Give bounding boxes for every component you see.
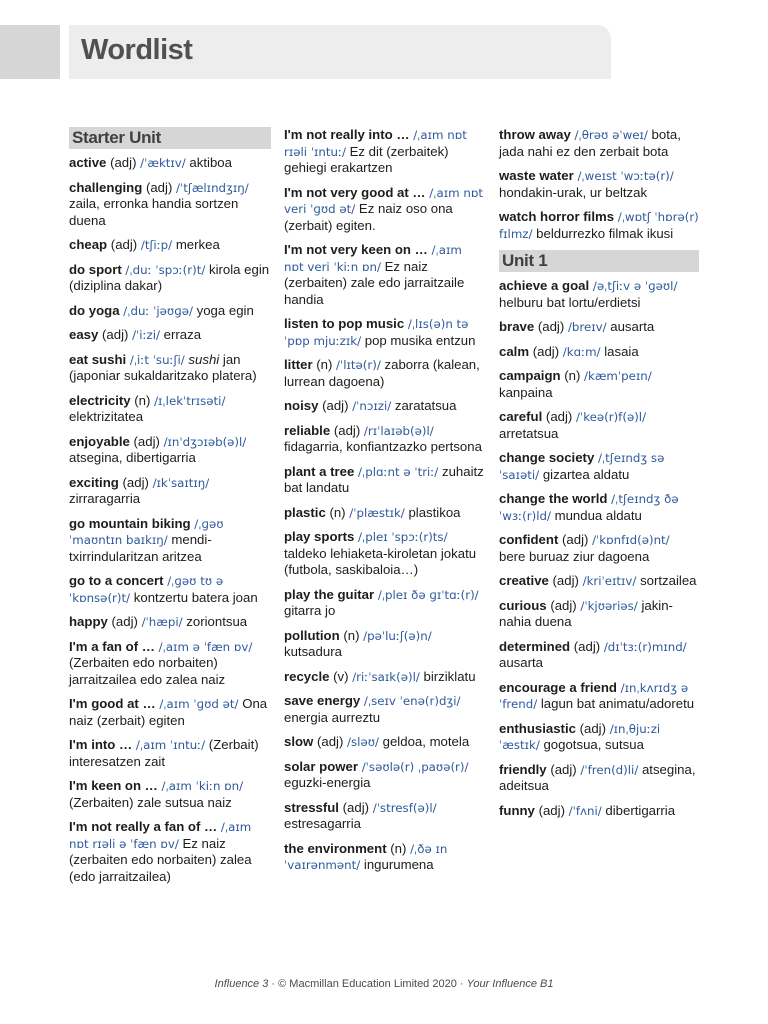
translation: atsegina, dibertigarria (69, 450, 196, 465)
headword: campaign (499, 368, 561, 383)
phonetic-transcription: /rɪˈlaɪəb(ə)l/ (363, 423, 434, 438)
phonetic-transcription: /ˌwɒtʃ ˈhɒrə(r) fɪlmz/ (499, 210, 699, 241)
page-title: Wordlist (81, 34, 193, 66)
part-of-speech: (adj) (532, 343, 560, 359)
wordlist-entry (499, 639, 699, 672)
phonetic-transcription: /ˌaɪm nɒt veri ˈkiːn ɒn/ (284, 243, 462, 274)
headword: throw away (499, 127, 571, 142)
phonetic-transcription: /ˌtʃeɪndʒ ðə ˈwɜː(r)ld/ (499, 492, 679, 523)
headword: go to a concert (69, 573, 164, 588)
headword: easy (69, 327, 99, 342)
wordlist-entry (69, 475, 271, 508)
phonetic-transcription: /ˌseɪv ˈenə(r)dʒi/ (363, 694, 461, 708)
translation: (Zerbaiten edo norbaiten) jarraitzailea edo zalea naiz (69, 655, 226, 687)
wordlist-entry (284, 693, 484, 726)
wordlist-entry (499, 491, 699, 524)
headword: eat sushi (69, 351, 127, 367)
wordlist-entry (69, 352, 271, 385)
translation: taldeko lehiaketa-kiroletan jokatu (futbola, saskibaloia…) (284, 545, 477, 577)
wordlist-entry (69, 303, 271, 320)
headword: calm (499, 343, 530, 359)
translation: jan (japoniar sukaldaritzako platera) (69, 351, 257, 383)
phonetic-transcription: /dɪˈtɜː(r)mɪnd/ (603, 639, 687, 654)
headword: litter (284, 357, 313, 372)
phonetic-transcription: /əˌtʃiːv ə ˈɡəʊl/ (592, 279, 678, 293)
wordlist-entry (69, 327, 271, 344)
translation: mendi-txirrindularitzan aritzea (69, 532, 212, 564)
headword: do yoga (69, 302, 120, 318)
wordlist-entry (284, 464, 484, 497)
part-of-speech: (v) (333, 668, 349, 684)
part-of-speech: (adj) (579, 720, 607, 736)
part-of-speech: (adj) (538, 802, 565, 818)
part-of-speech: (adj) (550, 597, 577, 613)
part-of-speech: (adj) (552, 573, 579, 588)
wordlist-entry (499, 721, 699, 754)
phonetic-transcription: /ˈsəʊlə(r) ˌpaʊə(r)/ (361, 759, 469, 774)
wordlist-entry (499, 209, 699, 242)
phonetic-transcription: /ˈtʃælɪndʒɪŋ/ (176, 180, 249, 195)
part-of-speech: (adj) (122, 474, 149, 490)
wordlist-entry (499, 803, 699, 820)
translation: beldurrezko filmak ikusi (536, 225, 674, 241)
part-of-speech: (adj) (573, 638, 601, 654)
headword: play the guitar (284, 586, 375, 602)
part-of-speech: (adj) (322, 398, 349, 413)
phonetic-transcription: /ˈkɒnfɪd(ə)nt/ (592, 533, 670, 547)
headword: plastic (284, 504, 326, 520)
part-of-speech: (adj) (545, 409, 573, 424)
translation: gogotsua, sutsua (543, 737, 644, 752)
translation: fidagarria, konfiantzazko pertsona (284, 439, 482, 454)
wordlist-entry (499, 319, 699, 336)
wordlist-entry (499, 409, 699, 442)
translation: kanpaina (499, 384, 553, 400)
headword: I'm not really into … (284, 127, 410, 142)
part-of-speech: (adj) (145, 179, 173, 195)
headword: watch horror films (499, 209, 615, 224)
phonetic-transcription: /tʃiːp/ (140, 238, 173, 252)
translation: zuhaitz bat landatu (284, 463, 484, 495)
headword: happy (69, 614, 108, 629)
wordlist-entry (69, 639, 271, 689)
phonetic-transcription: /ˌiːt ˈsuːʃi/ (129, 352, 185, 367)
part-of-speech: (adj) (342, 799, 370, 815)
wordlist-entry (499, 278, 699, 311)
wordlist-entry (284, 505, 484, 522)
wordlist-entry (499, 368, 699, 401)
headword: I'm a fan of … (69, 638, 155, 654)
phonetic-transcription: /ˈstresf(ə)l/ (372, 800, 437, 815)
wordlist-entry (69, 696, 271, 729)
phonetic-transcription: /ˌpleɪ ˈspɔː(r)ts/ (358, 530, 448, 544)
wordlist-entry (69, 573, 271, 606)
translation: energia aurreztu (284, 709, 381, 725)
phonetic-transcription: /ˌplɑːnt ə ˈtriː/ (358, 464, 439, 479)
wordlist-entry (284, 185, 484, 235)
wordlist-entry (284, 800, 484, 833)
headword: I'm keen on … (69, 778, 158, 793)
headword: exciting (69, 474, 119, 490)
headword: stressful (284, 799, 339, 815)
translation: bota, jada nahi ez den zerbait bota (499, 127, 681, 159)
headword: achieve a goal (499, 278, 590, 293)
translation: Ez naiz oso ona (zerbait) egiten. (284, 201, 453, 233)
headword: the environment (284, 840, 387, 856)
headword: I'm not really a fan of … (69, 819, 218, 834)
part-of-speech: (adj) (316, 734, 344, 749)
translation: mundua aldatu (554, 507, 642, 523)
translation: Ez dit (zerbaitek) gehiegi erakartzen (284, 143, 449, 175)
phonetic-transcription: /breɪv/ (567, 320, 607, 334)
translation: sortzailea (640, 573, 697, 588)
headword: pollution (284, 627, 340, 643)
wordlist-column-2 (284, 127, 484, 882)
translation: eguzki-energia (284, 775, 371, 790)
wordlist-entry (69, 516, 271, 566)
headword: funny (499, 802, 535, 818)
translation: kirola egin (diziplina dakar) (69, 261, 270, 293)
part-of-speech: (adj) (333, 422, 361, 438)
phonetic-transcription: /ɪnˈdʒɔɪəb(ə)l/ (163, 434, 247, 449)
part-of-speech: (adj) (102, 327, 129, 342)
unit-heading: Starter Unit (69, 127, 271, 149)
translation: lagun bat animatu/adoretu (540, 696, 695, 711)
phonetic-transcription: /ˈnɔɪzi/ (352, 399, 392, 413)
phonetic-transcription: /ˈhæpi/ (141, 615, 183, 629)
phonetic-transcription: /sləʊ/ (347, 735, 379, 749)
translation: kontzertu batera joan (133, 589, 258, 605)
headword: I'm into … (69, 737, 133, 752)
phonetic-transcription: /ˈfren(d)li/ (580, 762, 639, 777)
phonetic-transcription: /ˈæktɪv/ (140, 156, 186, 170)
translation: lasaia (604, 343, 639, 359)
phonetic-transcription: /ˌaɪm ˈkiːn ɒn/ (161, 779, 244, 793)
phonetic-transcription: /ɪkˈsaɪtɪŋ/ (152, 475, 210, 490)
headword: go mountain biking (69, 515, 191, 531)
phonetic-transcription: /ˌɡəʊ tʊ ə ˈkɒnsə(r)t/ (69, 574, 224, 605)
wordlist-entry (69, 393, 271, 426)
wordlist-entry (284, 759, 484, 792)
phonetic-transcription: /ˌlɪs(ə)n tə ˈpɒp mjuːzɪk/ (284, 317, 469, 348)
translation: pop musika entzun (364, 332, 476, 348)
wordlist-entry (499, 598, 699, 631)
translation: zaborra (kalean, lurrean dagoena) (284, 357, 480, 389)
wordlist-entry (284, 398, 484, 415)
wordlist-entry (284, 628, 484, 661)
wordlist-entry (284, 316, 484, 349)
part-of-speech: (n) (343, 627, 360, 643)
phonetic-transcription: /ˈfʌni/ (568, 803, 602, 818)
part-of-speech: (adj) (110, 155, 137, 170)
headword: encourage a friend (499, 679, 617, 695)
phonetic-transcription: /ˈplæstɪk/ (349, 505, 405, 520)
translation: merkea (175, 237, 220, 252)
unit-heading: Unit 1 (499, 250, 699, 272)
wordlist-column-1 (69, 127, 271, 893)
headword: reliable (284, 422, 331, 438)
translation: zoriontsua (186, 614, 248, 629)
translation: ausarta (499, 655, 543, 670)
wordlist-entry (499, 680, 699, 713)
translation: geldoa, motela (382, 734, 470, 749)
part-of-speech: (adj) (537, 319, 565, 334)
translation: (Zerbait) interesatzen zait (69, 737, 259, 769)
translation: ausarta (610, 319, 655, 334)
headword: electricity (69, 392, 131, 408)
wordlist-entry (69, 434, 271, 467)
phonetic-transcription: /ɪˌlekˈtrɪsəti/ (154, 393, 226, 408)
phonetic-transcription: /ˌaɪm ˈɡʊd ət/ (159, 697, 239, 711)
translation: (Zerbaiten) zale sutsua naiz (69, 794, 232, 810)
translation: yoga egin (196, 302, 254, 318)
phonetic-transcription: /ˌaɪm ˈɪntuː/ (135, 738, 206, 752)
translation: erraza (163, 327, 202, 342)
phonetic-transcription: /ˈkeə(r)f(ə)l/ (575, 410, 647, 424)
italic-term: sushi (188, 351, 220, 367)
wordlist-entry (284, 127, 484, 177)
wordlist-entry (499, 573, 699, 590)
translation: jakin-nahia duena (499, 597, 673, 629)
translation: Ez naiz (zerbaiten) zale edo jarraitzaile handia (284, 258, 465, 307)
translation: kutsadura (284, 644, 342, 659)
headword: listen to pop music (284, 316, 405, 331)
headword: noisy (284, 398, 319, 413)
headword: cheap (69, 237, 108, 252)
wordlist-entry (499, 450, 699, 483)
headword: I'm not very good at … (284, 184, 426, 200)
phonetic-transcription: /ˌduː ˈspɔː(r)t/ (125, 262, 206, 277)
phonetic-transcription: /ɪnˌkʌrɪdʒ ə ˈfrend/ (499, 680, 689, 711)
wordlist-entry (499, 127, 699, 160)
translation: zaratatsua (394, 398, 457, 413)
headword: careful (499, 409, 543, 424)
part-of-speech: (adj) (550, 761, 577, 777)
translation: estresagarria (284, 816, 361, 831)
translation: atsegina, adeitsua (499, 761, 696, 793)
wordlist-entry (284, 841, 484, 874)
wordlist-entry (284, 242, 484, 308)
part-of-speech: (adj) (111, 614, 138, 629)
translation: elektrizitatea (69, 409, 144, 424)
part-of-speech: (n) (316, 357, 333, 372)
wordlist-entry (69, 180, 271, 230)
translation: helburu bat lortu/erdietsi (499, 294, 641, 310)
headword: recycle (284, 668, 330, 684)
part-of-speech: (adj) (133, 433, 160, 449)
phonetic-transcription: /ˈkjʊəriəs/ (580, 598, 638, 613)
phonetic-transcription: /ˈlɪtə(r)/ (336, 358, 381, 372)
phonetic-transcription: /riːˈsaɪk(ə)l/ (352, 669, 420, 684)
headword: slow (284, 734, 314, 749)
headword: challenging (69, 179, 143, 195)
wordlist-entry (69, 155, 271, 172)
wordlist-entry (499, 762, 699, 795)
phonetic-transcription: /ˌɡəʊ ˈmaʊntɪn baɪkɪŋ/ (69, 516, 224, 547)
part-of-speech: (adj) (562, 532, 589, 547)
headword: friendly (499, 761, 547, 777)
phonetic-transcription: /kæmˈpeɪn/ (584, 369, 652, 383)
phonetic-transcription: /ɪnˌθjuːziˈæstɪk/ (499, 721, 661, 752)
headword: waste water (499, 168, 574, 183)
wordlist-entry (69, 737, 271, 770)
part-of-speech: (n) (134, 392, 151, 408)
headword: save energy (284, 693, 361, 708)
corner-tab (0, 25, 60, 79)
phonetic-transcription: /ˌθrəʊ əˈweɪ/ (574, 128, 648, 142)
translation: zaila, erronka handia sortzen duena (69, 196, 239, 228)
headword: I'm not very keen on … (284, 242, 428, 257)
phonetic-transcription: /ˌpleɪ ðə ɡɪˈtɑː(r)/ (377, 587, 479, 602)
wordlist-entry (69, 819, 271, 885)
headword: enjoyable (69, 433, 130, 449)
translation: gizartea aldatu (542, 466, 630, 482)
phonetic-transcription: /ˌtʃeɪndʒ səˈsaɪəti/ (499, 451, 665, 482)
part-of-speech: (n) (390, 840, 407, 856)
phonetic-transcription: /pəˈluːʃ(ə)n/ (363, 628, 432, 643)
title-bar (69, 25, 611, 79)
headword: determined (499, 638, 571, 654)
wordlist-entry (284, 587, 484, 620)
footer-copyright: · © Macmillan Education Limited 2020 · (268, 978, 467, 990)
headword: I'm good at … (69, 696, 156, 711)
wordlist-entry (499, 168, 699, 201)
wordlist-entry (284, 423, 484, 456)
wordlist-entry (69, 237, 271, 254)
wordlist-entry (284, 734, 484, 751)
part-of-speech: (adj) (110, 237, 138, 252)
wordlist-entry (499, 344, 699, 361)
phonetic-transcription: /ˌaɪm nɒt veri ˈɡʊd ət/ (284, 185, 483, 216)
translation: plastikoa (408, 504, 461, 520)
phonetic-transcription: /kriˈeɪtɪv/ (582, 574, 637, 588)
part-of-speech: (n) (564, 368, 581, 383)
phonetic-transcription: /ˌaɪm ə ˈfæn ɒv/ (158, 639, 253, 654)
wordlist-column-3 (499, 127, 699, 827)
headword: play sports (284, 529, 355, 544)
phonetic-transcription: /ˌaɪm nɒt rɪəli ə ˈfæn ɒv/ (69, 820, 252, 851)
phonetic-transcription: /ˌweɪst ˈwɔːtə(r)/ (577, 169, 674, 183)
page-footer (0, 978, 768, 990)
wordlist-entry (69, 614, 271, 631)
phonetic-transcription: /kɑːm/ (562, 344, 601, 359)
headword: plant a tree (284, 463, 355, 479)
wordlist-entry (284, 669, 484, 686)
headword: solar power (284, 758, 359, 774)
translation: dibertigarria (605, 802, 676, 818)
part-of-speech: (n) (329, 504, 346, 520)
headword: confident (499, 532, 559, 547)
translation: hondakin-urak, ur beltzak (499, 184, 648, 200)
headword: curious (499, 597, 547, 613)
translation: zirraragarria (69, 491, 141, 506)
headword: brave (499, 319, 535, 334)
wordlist-entry (284, 529, 484, 579)
wordlist-entry (284, 357, 484, 390)
phonetic-transcription: /ˈiːzi/ (132, 328, 160, 342)
wordlist-entry (499, 532, 699, 565)
translation: ingurumena (363, 857, 434, 872)
headword: change the world (499, 491, 608, 506)
headword: change society (499, 450, 595, 465)
footer-edition: Your Influence B1 (466, 978, 554, 990)
phonetic-transcription: /ˌduː ˈjəʊɡə/ (123, 303, 193, 318)
translation: gitarra jo (284, 603, 336, 618)
translation: Ez naiz (zerbaiten edo norbaiten) zalea (edo jarraitzailea) (69, 835, 252, 884)
headword: creative (499, 573, 549, 588)
headword: enthusiastic (499, 720, 576, 736)
phonetic-transcription: /ˌaɪm nɒt rɪəli ˈɪntuː/ (284, 128, 467, 159)
footer-book: Influence 3 (214, 978, 269, 990)
translation: aktiboa (189, 155, 232, 170)
translation: bere buruaz ziur dagoena (499, 548, 650, 564)
wordlist-entry (69, 262, 271, 295)
translation: birziklatu (423, 668, 476, 684)
translation: arretatsua (499, 425, 559, 441)
headword: active (69, 155, 107, 170)
wordlist-entry (69, 778, 271, 811)
headword: do sport (69, 261, 122, 277)
translation: Ona naiz (zerbait) egiten (69, 696, 268, 728)
phonetic-transcription: /ˌðə ɪnˈvaɪrənmənt/ (284, 841, 448, 872)
